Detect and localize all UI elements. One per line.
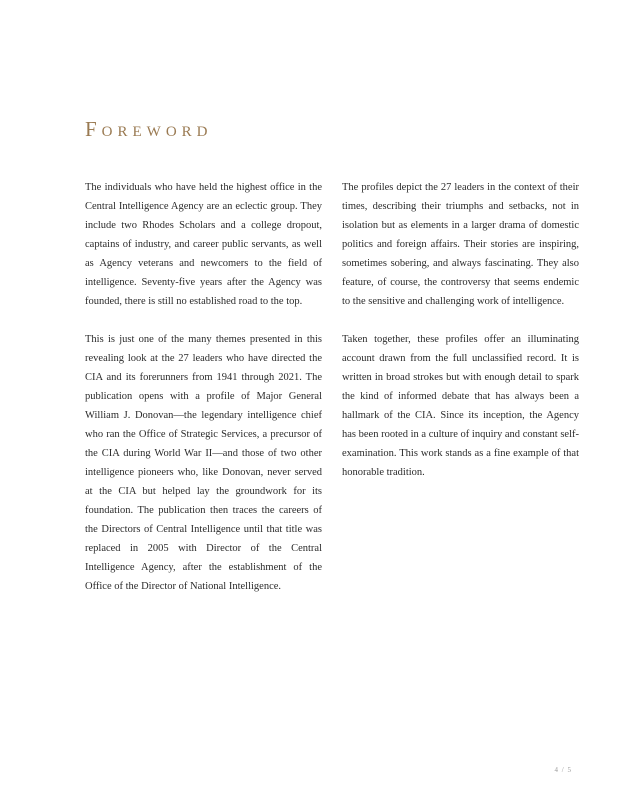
left-column <box>85 178 322 615</box>
page-title: Foreword <box>85 117 213 141</box>
page-number: 4 / 5 <box>554 766 572 774</box>
paragraph: Taken together, these profiles offer an illuminating account drawn from the full unclassified record. It is written in broad strokes but with enough detail to spark the kind of informed debate that has always been a hallmark of the CIA. Since its inception, the Agency has been rooted in a culture of inquiry and constant self-examination. This work stands as a fine example of that honorable tradition. <box>342 334 579 478</box>
paragraph: This is just one of the many themes presented in this revealing look at the 27 leaders who have directed the CIA and its forerunners from 1941 through 2021. The publication opens with a profile of Major General William J. Donovan—the legendary intelligence chief who ran the Office of Strategic Services, a precursor of the CIA during World War II—and those of two other intelligence pioneers who, like Donovan, never served at the CIA but helped lay the groundwork for its foundation. The publication then traces the careers of the Directors of Central Intelligence until that title was replaced in 2005 with Director of the Central Intelligence Agency, after the establishment of the Office of the Director of National Intelligence. <box>85 334 322 592</box>
right-column <box>342 178 579 501</box>
paragraph: The individuals who have held the highest office in the Central Intelligence Agency are an eclectic group. They include two Rhodes Scholars and a college dropout, captains of industry, and career public servants, as well as Agency veterans and newcomers to the field of intelligence. Seventy-five years after the Agency was founded, there is still no established road to the top. <box>85 182 322 307</box>
paragraph: The profiles depict the 27 leaders in the context of their times, describing their triumphs and setbacks, not in isolation but as elements in a larger drama of domestic politics and foreign affairs. Their stories are inspiring, sometimes sobering, and always fascinating. They also feature, of course, the controversy that seems endemic to the sensitive and challenging work of intelligence. <box>342 182 579 307</box>
